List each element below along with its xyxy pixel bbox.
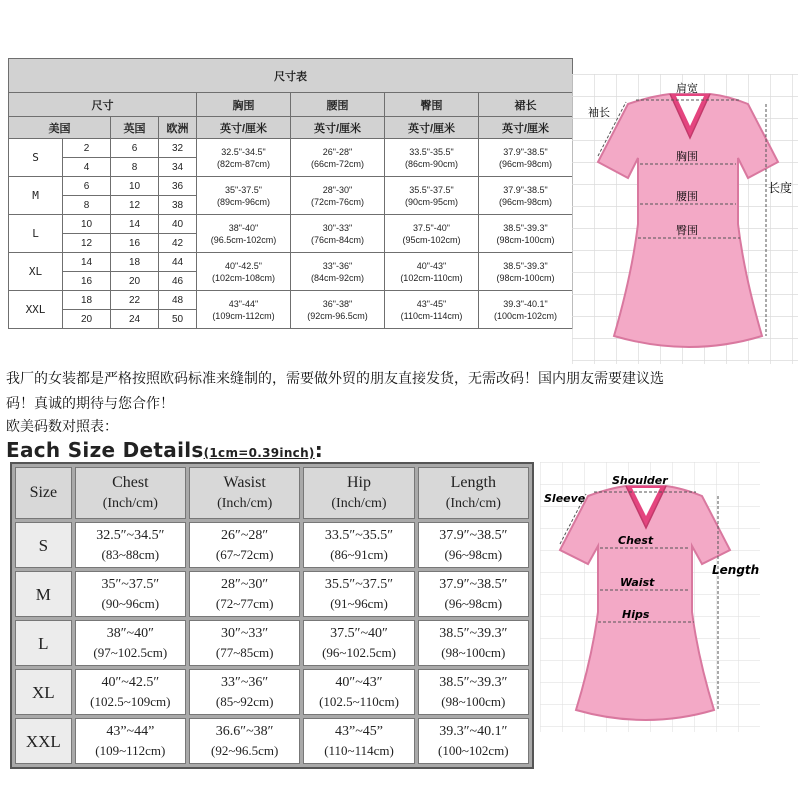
cn-size-label: M	[9, 177, 63, 215]
cn-table-row	[9, 291, 573, 310]
label-length: 长度	[768, 181, 793, 195]
label-sleeve: 袖长	[588, 106, 610, 119]
en-table-body	[15, 522, 529, 764]
cn-size-code: 8	[111, 158, 159, 177]
notice-line-2: 码！真诚的期待与您合作！	[6, 396, 174, 412]
en-table-row	[15, 571, 529, 617]
en-hip-range: 40″~43″ (102.5~110cm)	[303, 669, 414, 715]
en-table-row	[15, 669, 529, 715]
en-size-label: M	[15, 571, 72, 617]
cn-size-code: 20	[63, 310, 111, 329]
size-details-title-main: Each Size Details	[6, 438, 204, 462]
cn-waist-range: 33"-36" (84cm-92cm)	[291, 253, 385, 291]
cn-header-size: 尺寸	[9, 93, 197, 117]
cn-size-code: 42	[159, 234, 197, 253]
cn-waist-range: 26"-28" (66cm-72cm)	[291, 139, 385, 177]
en-waist-range: 26″~28″ (67~72cm)	[189, 522, 300, 568]
size-details-unit-note: (1cm=0.39inch)	[203, 446, 315, 460]
cn-table-row	[9, 177, 573, 196]
en-size-table	[10, 462, 534, 769]
cn-size-code: 10	[63, 215, 111, 234]
en-size-label: XXL	[15, 718, 72, 764]
en-chest-range: 32.5″~34.5″ (83~88cm)	[75, 522, 186, 568]
cn-length-range: 38.5"-39.3" (98cm-100cm)	[479, 215, 573, 253]
cn-size-code: 38	[159, 196, 197, 215]
cn-size-code: 34	[159, 158, 197, 177]
en-length-range: 38.5″~39.3″ (98~100cm)	[418, 669, 529, 715]
cn-size-table	[8, 58, 573, 329]
cn-size-code: 16	[63, 272, 111, 291]
en-header-size: Size	[15, 467, 72, 519]
label-shoulder: Shoulder	[612, 474, 668, 487]
cn-header-chest: 胸围	[197, 93, 291, 117]
cn-waist-range: 28"-30" (72cm-76cm)	[291, 177, 385, 215]
cn-hip-range: 43"-45" (110cm-114cm)	[385, 291, 479, 329]
label-hip: Hips	[622, 608, 650, 621]
label-waist: 腰围	[676, 190, 698, 203]
en-header-waist: Wasist (Inch/cm)	[189, 467, 300, 519]
cn-hip-range: 37.5"-40" (95cm-102cm)	[385, 215, 479, 253]
en-size-label: L	[15, 620, 72, 666]
en-chest-range: 43”~44” (109~112cm)	[75, 718, 186, 764]
cn-size-code: 32	[159, 139, 197, 158]
cn-chest-range: 38"-40" (96.5cm-102cm)	[197, 215, 291, 253]
en-hip-range: 37.5″~40″ (96~102.5cm)	[303, 620, 414, 666]
en-hip-range: 35.5″~37.5″ (91~96cm)	[303, 571, 414, 617]
cn-header-length: 裙长	[479, 93, 573, 117]
size-details-colon: :	[314, 438, 324, 462]
cn-length-range: 39.3"-40.1" (100cm-102cm)	[479, 291, 573, 329]
cn-length-range: 37.9"-38.5" (96cm-98cm)	[479, 177, 573, 215]
cn-size-code: 24	[111, 310, 159, 329]
cn-size-code: 20	[111, 272, 159, 291]
en-header-chest: Chest (Inch/cm)	[75, 467, 186, 519]
cn-size-code: 40	[159, 215, 197, 234]
en-waist-range: 30″~33″ (77~85cm)	[189, 620, 300, 666]
cn-size-code: 36	[159, 177, 197, 196]
cn-hip-range: 33.5"-35.5" (86cm-90cm)	[385, 139, 479, 177]
label-sleeve: Sleeve	[544, 492, 586, 505]
cn-table-body	[9, 139, 573, 329]
cn-size-code: 10	[111, 177, 159, 196]
en-header-hip: Hip (Inch/cm)	[303, 467, 414, 519]
cn-size-code: 46	[159, 272, 197, 291]
cn-length-range: 38.5"-39.3" (98cm-100cm)	[479, 253, 573, 291]
cn-size-label: L	[9, 215, 63, 253]
cn-size-code: 44	[159, 253, 197, 272]
cn-table-row	[9, 215, 573, 234]
label-waist: Waist	[620, 576, 655, 589]
cn-chest-range: 40"-42.5" (102cm-108cm)	[197, 253, 291, 291]
en-waist-range: 33″~36″ (85~92cm)	[189, 669, 300, 715]
cn-size-label: XXL	[9, 291, 63, 329]
en-length-range: 37.9″~38.5″ (96~98cm)	[418, 522, 529, 568]
cn-chest-range: 35"-37.5" (89cm-96cm)	[197, 177, 291, 215]
cn-size-label: S	[9, 139, 63, 177]
en-hip-range: 43”~45” (110~114cm)	[303, 718, 414, 764]
dress-measurement-diagram-cn	[572, 74, 798, 364]
cn-size-code: 50	[159, 310, 197, 329]
en-table-row	[15, 620, 529, 666]
cn-table-row	[9, 253, 573, 272]
notice-line-3: 欧美码数对照表：	[6, 419, 118, 435]
cn-header-uk: 英国	[111, 117, 159, 139]
cn-table-title: 尺寸表	[9, 59, 573, 93]
cn-size-code: 48	[159, 291, 197, 310]
cn-size-code: 4	[63, 158, 111, 177]
en-table-row	[15, 522, 529, 568]
en-chest-range: 35″~37.5″ (90~96cm)	[75, 571, 186, 617]
cn-size-code: 8	[63, 196, 111, 215]
cn-header-unit: 英寸/厘米	[197, 117, 291, 139]
en-chest-range: 40″~42.5″ (102.5~109cm)	[75, 669, 186, 715]
cn-waist-range: 36"-38" (92cm-96.5cm)	[291, 291, 385, 329]
en-length-range: 37.9″~38.5″ (96~98cm)	[418, 571, 529, 617]
dress-measurement-diagram-en	[540, 462, 760, 732]
cn-hip-range: 40"-43" (102cm-110cm)	[385, 253, 479, 291]
cn-size-code: 2	[63, 139, 111, 158]
cn-header-us: 美国	[9, 117, 111, 139]
cn-table-row	[9, 139, 573, 158]
notice-line-1: 我厂的女装都是严格按照欧码标准来缝制的，需要做外贸的朋友直接发货，无需改码！国内朋友需要建议选	[6, 371, 664, 387]
cn-header-unit: 英寸/厘米	[291, 117, 385, 139]
cn-chest-range: 32.5"-34.5" (82cm-87cm)	[197, 139, 291, 177]
size-details-title	[6, 438, 323, 462]
cn-header-unit: 英寸/厘米	[385, 117, 479, 139]
label-chest: Chest	[618, 534, 654, 547]
cn-size-code: 14	[111, 215, 159, 234]
label-shoulder: 肩宽	[676, 82, 698, 95]
en-waist-range: 28″~30″ (72~77cm)	[189, 571, 300, 617]
cn-size-code: 12	[63, 234, 111, 253]
cn-header-unit: 英寸/厘米	[479, 117, 573, 139]
label-hip: 臀围	[676, 224, 698, 237]
cn-size-label: XL	[9, 253, 63, 291]
cn-size-code: 12	[111, 196, 159, 215]
cn-size-code: 14	[63, 253, 111, 272]
cn-hip-range: 35.5"-37.5" (90cm-95cm)	[385, 177, 479, 215]
cn-size-code: 6	[63, 177, 111, 196]
cn-header-waist: 腰围	[291, 93, 385, 117]
cn-header-eu: 欧洲	[159, 117, 197, 139]
cn-size-code: 16	[111, 234, 159, 253]
en-header-length: Length (Inch/cm)	[418, 467, 529, 519]
cn-header-hip: 臀围	[385, 93, 479, 117]
cn-size-code: 18	[63, 291, 111, 310]
en-size-label: XL	[15, 669, 72, 715]
cn-size-code: 18	[111, 253, 159, 272]
en-length-range: 39.3″~40.1″ (100~102cm)	[418, 718, 529, 764]
label-chest: 胸围	[676, 150, 698, 163]
cn-chest-range: 43"-44" (109cm-112cm)	[197, 291, 291, 329]
cn-size-code: 22	[111, 291, 159, 310]
en-table-row	[15, 718, 529, 764]
en-length-range: 38.5″~39.3″ (98~100cm)	[418, 620, 529, 666]
en-chest-range: 38″~40″ (97~102.5cm)	[75, 620, 186, 666]
cn-waist-range: 30"-33" (76cm-84cm)	[291, 215, 385, 253]
cn-length-range: 37.9"-38.5" (96cm-98cm)	[479, 139, 573, 177]
en-hip-range: 33.5″~35.5″ (86~91cm)	[303, 522, 414, 568]
en-size-label: S	[15, 522, 72, 568]
cn-size-code: 6	[111, 139, 159, 158]
en-waist-range: 36.6″~38″ (92~96.5cm)	[189, 718, 300, 764]
label-length: Length	[712, 563, 760, 577]
